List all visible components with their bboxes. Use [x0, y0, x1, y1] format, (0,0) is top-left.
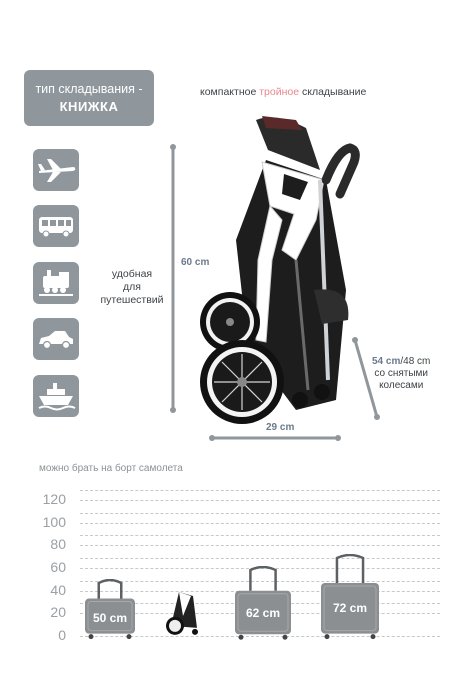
suitcase-height-label: 62 cm	[245, 605, 281, 620]
travel-line2: для	[123, 281, 141, 293]
suitcase	[82, 579, 138, 640]
airplane-icon	[33, 149, 79, 191]
scale-grid-line	[80, 558, 440, 559]
scale-tick-label: 80	[50, 536, 66, 553]
suitcase	[318, 554, 382, 640]
fold-type-line1: тип складывания -	[35, 82, 143, 96]
scale-tick-label: 120	[42, 491, 66, 507]
scale-grid-line	[80, 545, 440, 546]
bus-icon	[33, 205, 79, 247]
length-note2: колесами	[379, 380, 424, 391]
suitcase-height-label: 50 cm	[92, 611, 128, 626]
scale-grid-line	[80, 523, 440, 524]
folded-stroller-illustration	[196, 110, 364, 428]
width-label: 29 cm	[266, 422, 295, 433]
scale-grid-line	[80, 513, 440, 514]
carry-on-caption: можно брать на борт самолета	[39, 463, 183, 474]
scale-tick-label: 40	[50, 581, 66, 598]
fold-headline	[200, 86, 366, 98]
scale-grid-line	[80, 490, 440, 491]
car-icon	[33, 318, 79, 360]
train-icon	[33, 262, 79, 304]
scale-tick-label: 60	[50, 559, 66, 575]
scale-grid-line	[80, 500, 440, 501]
fold-type-line2: КНИЖКА	[59, 99, 119, 114]
width-dimension-line	[205, 431, 345, 445]
height-label: 60 cm	[181, 257, 210, 268]
travel-line1: удобная	[111, 268, 153, 280]
length-value: 54 cm	[372, 356, 401, 367]
folded-stroller-mini	[162, 586, 204, 640]
suitcase-height-label: 72 cm	[332, 600, 368, 615]
travel-caption	[100, 268, 164, 307]
scale-tick-label: 20	[50, 604, 66, 621]
length-note1: со снятыми	[374, 368, 428, 379]
headline-after: складывание	[299, 86, 367, 98]
ship-icon	[33, 375, 79, 417]
fold-type-badge	[24, 70, 154, 126]
headline-before: компактное	[200, 86, 260, 98]
length-caption	[372, 356, 430, 392]
scale-tick-label: 0	[58, 627, 66, 643]
height-dimension-line	[166, 140, 180, 418]
headline-highlight: тройное	[259, 86, 300, 98]
travel-line3: путешествий	[100, 294, 164, 306]
scale-grid-line	[80, 535, 440, 536]
suitcase	[232, 566, 294, 640]
length-alt: /48 cm	[400, 356, 431, 367]
scale-tick-label: 100	[42, 513, 66, 530]
